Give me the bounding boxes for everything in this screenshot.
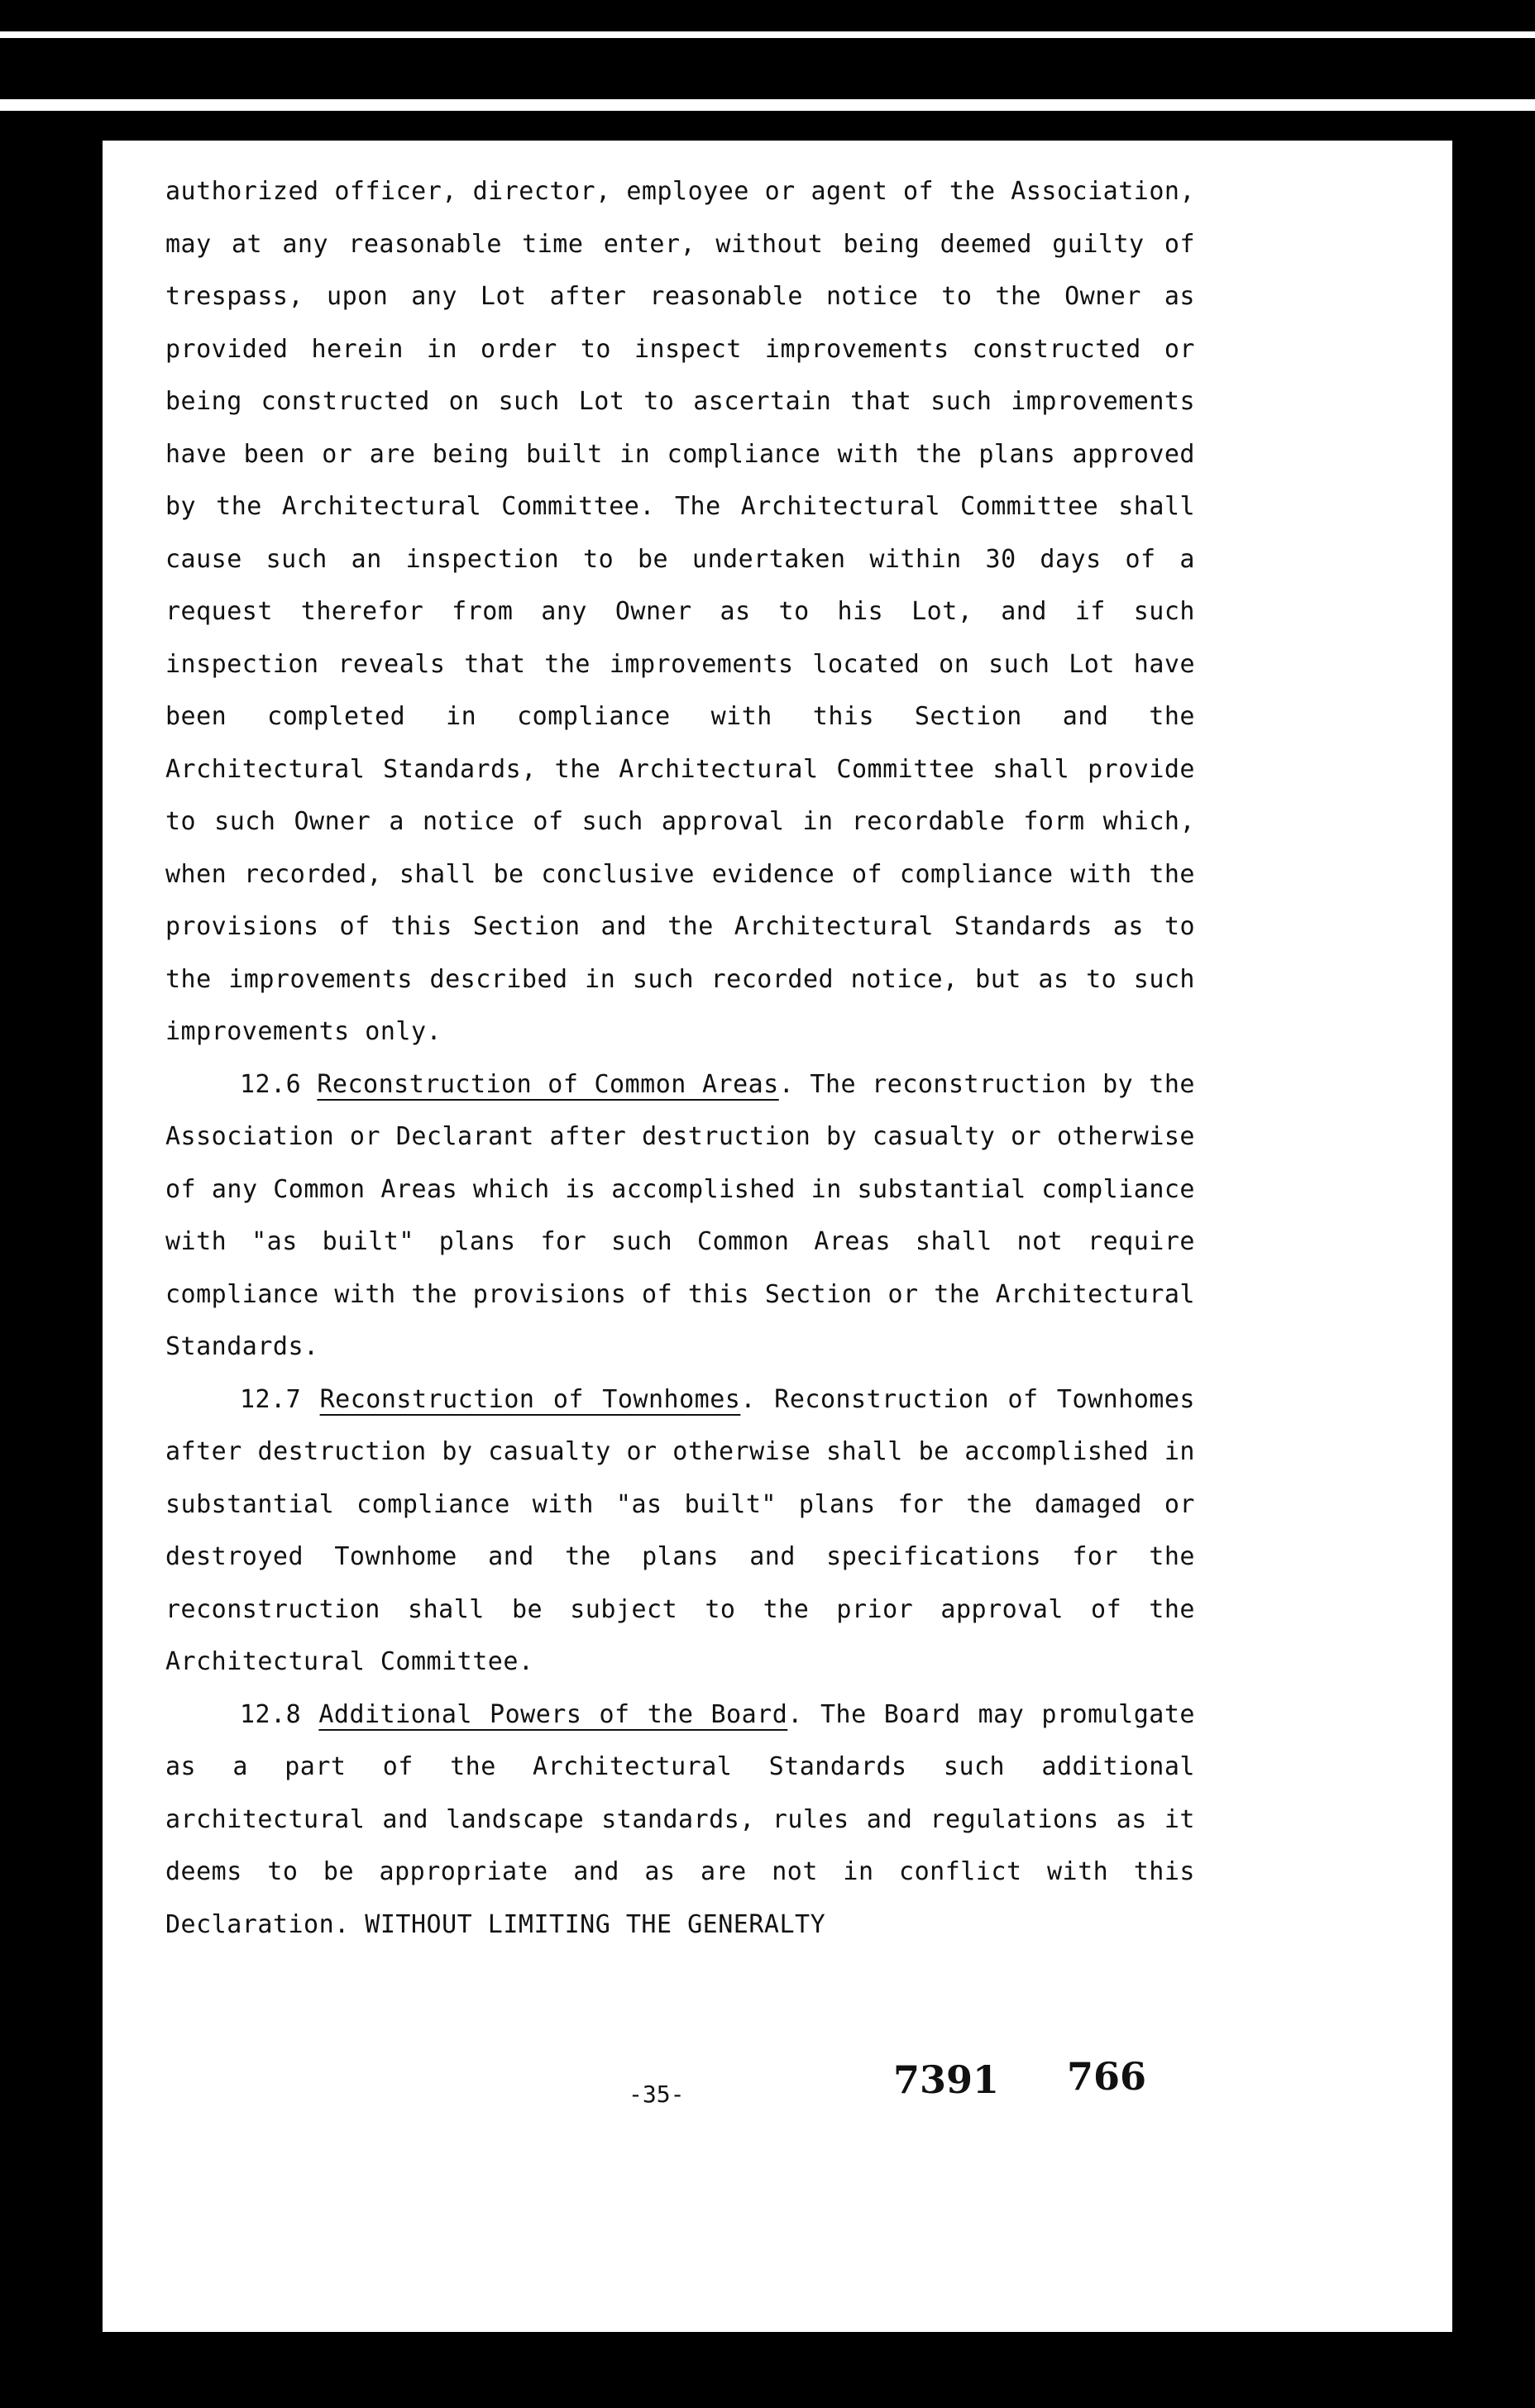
document-body [165,165,1195,1951]
section-heading: Reconstruction of Common Areas [317,1069,779,1099]
scan-line [0,99,1535,111]
section-heading: Reconstruction of Townhomes [319,1384,741,1414]
section-12-7 [165,1374,1195,1689]
scan-line [0,31,1535,38]
section-heading: Additional Powers of the Board [318,1699,788,1729]
paragraph-continuation [165,165,1195,1058]
section-number: 12.7 [240,1384,302,1414]
scan-top-band [0,0,1535,106]
paragraph-text: authorized officer, director, employee or agent of the Association, may at any reasonable time enter, without being deemed guilty of trespass, upon any Lot after reasonable notice to the Owner as provided herein in order to inspect improvements constructed or being constructed on such Lot to ascertain that such improvements have been or are being built in compliance with the plans approved by the Architectural Committee. The Architectural Committee shall cause such an inspection to be undertaken within 30 days of a request therefor from any Owner as to his Lot, and if such inspection reveals that the improvements located on such Lot have been completed in compliance with this Section and the Architectural Standards, the Architectural Committee shall provide to such Owner a notice of such approval in recordable form which, when recorded, shall be conclusive evidence of compliance with the provisions of this Section and the Architectural Standards as to the improvements described in such recorded notice, but as to such improvements only. [165,177,1195,1046]
section-number: 12.8 [240,1699,302,1729]
section-12-6 [165,1058,1195,1374]
record-book-number: 7391 [893,2057,1000,2102]
page-number: -35- [629,2081,685,2108]
record-page-number: 766 [1067,2054,1147,2099]
paragraph-text: . The reconstruction by the Association or Declarant after destruction by casualty or otherwise of any Common Areas which is accomplished in substantial compliance with "as built" plans for such Common Areas shall not require compliance with the provisions of this Section or the Architectural Standards. [165,1069,1195,1361]
section-12-8 [165,1689,1195,1952]
paragraph-text: . Reconstruction of Townhomes after destruction by casualty or otherwise shall be accomplished in substantial compliance with "as built" plans for the damaged or destroyed Townhome and the plans and specifications for the reconstruction shall be subject to the prior approval of the Architectural Committee. [165,1384,1195,1676]
section-number: 12.6 [240,1069,302,1099]
paragraph-text: . The Board may promulgate as a part of the Architectural Standards such additional architectural and landscape standards, rules and regulations as it deems to be appropriate and as are not in conflict with this Declaration. WITHOUT LIMITING THE GENERALTY [165,1699,1195,1939]
